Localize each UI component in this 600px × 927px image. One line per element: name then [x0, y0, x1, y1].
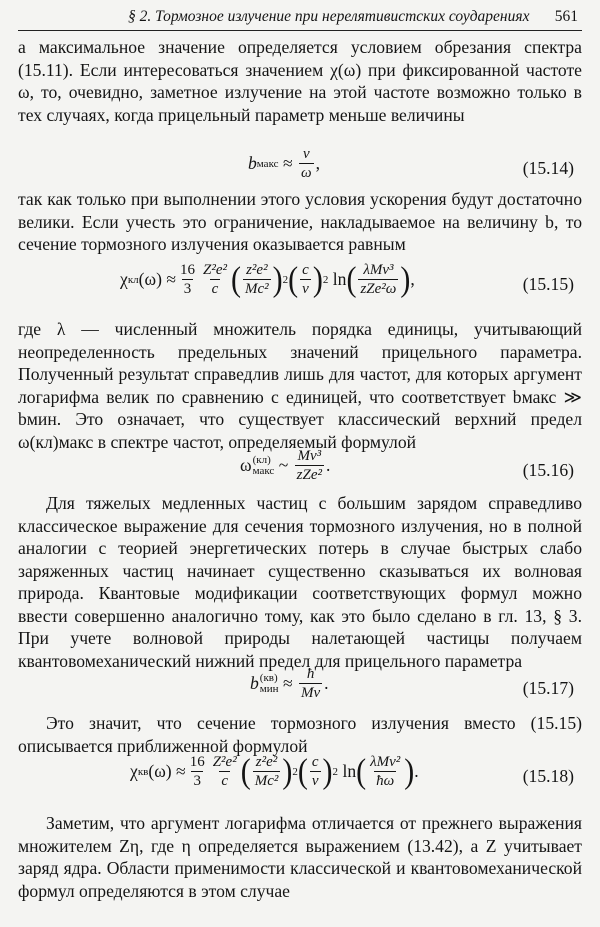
- equation-15-17: [18, 666, 582, 712]
- eq2-c2d: c: [211, 281, 219, 297]
- paragraph-3: где λ — численный множитель порядка единицы, учитывающий неопределенность предельных значений прицельного параметра. Полученный результат справедлив лишь для частот, для которых аргумент логарифма велик по сравнению с единицей, что соответствует bмакс ≫ bмин. Это означает, что существует классический верхний предел ω(кл)макс в спектре частот, определяемый формулой: [18, 319, 582, 452]
- eq2-c5d: zZe²ω: [360, 281, 397, 297]
- eq2-tail: ,: [410, 269, 415, 289]
- eq4-den: Mv: [301, 685, 321, 701]
- eq2-c5n: λMv³: [363, 262, 394, 278]
- eq4-lhs: b: [250, 673, 259, 693]
- eq1-num: v: [302, 146, 310, 162]
- eq3-tail: .: [326, 455, 331, 475]
- eq5-lhs: χ: [130, 761, 138, 781]
- equation-15-15: χ кл (ω) ≈ $\frac{16}{3}$ $\frac{\text{Z²e²}}{c}$ ( $\frac{\text{z²e²}}{\text{Mc²}}$ ) 2 ( $\frac{c}{v}$ ) 2 ln ( $\frac{\text{λMv³}}{\text{zZe²ω}}$ ) , (15.15): [120, 259, 574, 298]
- paragraph-2: так как только при выполнении этого условия ускорения будут достаточно велики. Если учесть это ограничение, накладываемое на величину b, то сечение тормозного излучения оказывается равным: [18, 189, 582, 254]
- eq3-num: Mv³: [297, 448, 322, 464]
- eq1-lhs: b: [248, 153, 257, 173]
- eq2-arg: (ω) ≈: [138, 269, 177, 289]
- eq2-sub: кл: [127, 273, 139, 286]
- eq2-c1n: 16: [180, 262, 196, 278]
- equation-15-16: [18, 448, 582, 494]
- section-title: § 2. Тормозное излучение при нерелятивистских соударениях: [128, 8, 530, 25]
- eq5-c3d: Mc²: [254, 773, 279, 789]
- eq2-number: (15.15): [522, 274, 574, 294]
- eq5-c5n: λMv²: [370, 754, 401, 770]
- eq5-c3n: z²e²: [255, 754, 278, 770]
- eq3-sub: макс: [252, 464, 275, 477]
- running-header: [18, 6, 582, 31]
- eq4-num: ħ: [306, 666, 315, 682]
- eq2-c4n: c: [302, 262, 309, 278]
- eq1-number: (15.14): [522, 158, 574, 178]
- eq5-tail: .: [414, 761, 419, 781]
- paragraph-5: Это значит, что сечение тормозного излучения вместо (15.15) описывается приближенной формулой: [18, 713, 582, 756]
- eq2-c1d: 3: [183, 281, 192, 297]
- eq4-sub: мин: [259, 682, 279, 695]
- eq2-c2n: Z²e²: [203, 262, 228, 278]
- eq5-c1d: 3: [193, 773, 201, 789]
- eq5-c5d: ħω: [376, 773, 395, 789]
- eq1-den: ω: [301, 165, 312, 181]
- eq5-sub: кв: [137, 765, 149, 778]
- eq4-sup: (кв): [259, 671, 278, 684]
- eq5-c4n: c: [311, 754, 319, 770]
- eq2-c3n: z²e²: [246, 262, 268, 278]
- page-number: 561: [554, 8, 578, 25]
- equation-15-18: χ кв (ω) ≈ $\frac{16}{3}$ $\frac{\text{Z²e²}}{c}$ ( $\frac{\text{z²e²}}{\text{Mc²}}$ ) 2 ( $\frac{c}{v}$ ) 2 ln ( $\frac{\text{λMv²}}{ħ\omega}$ ) . (15.18): [130, 751, 574, 790]
- eq5-number: (15.18): [522, 766, 574, 786]
- eq1-tail: ,: [315, 153, 320, 173]
- eq5-c4d: v: [311, 773, 319, 789]
- eq4-rel: ≈: [282, 673, 293, 693]
- paragraph-4: Для тяжелых медленных частиц с большим зарядом справедливо классическое выражение для сечения тормозного излучения, но в полной аналогии с теорией энергетических потерь в случае быстрых слабо заряженных частиц начинает существенно сказываться их волновая природа. Квантовые модификации соответствующих формул можно ввести совершенно аналогично тому, как это было сделано в гл. 13, § 3. При учете волновой природы налетающей частицы получаем квантовомеханический нижний предел для прицельного параметра: [18, 493, 582, 671]
- eq4-tail: .: [324, 673, 329, 693]
- eq2-c4d: v: [302, 281, 309, 297]
- eq2-log: ln: [332, 269, 347, 289]
- eq1-rel: ≈: [282, 153, 293, 173]
- paragraph-6: Заметим, что аргумент логарифма отличается от прежнего выражения множителем Zη, где η определяется выражением (13.42), а Z учитывает заряд ядра. Области применимости классической и квантовомеханической формул определяются в этом случае: [18, 813, 582, 901]
- eq3-number: (15.16): [522, 460, 574, 480]
- eq3-lhs: ω: [240, 455, 252, 475]
- eq5-c1n: 16: [189, 754, 205, 770]
- eq2-lhs: χ: [120, 269, 128, 289]
- eq2-c3d: Mc²: [245, 281, 269, 297]
- eq4-number: (15.17): [522, 678, 574, 698]
- equation-15-14: [18, 146, 582, 192]
- paragraph-1: а максимальное значение определяется условием обрезания спектра (15.11). Если интересоваться значением χ(ω) при фиксированной частоте ω, то, очевидно, заметное излучение на этой частоте возможно только в тех случаях, когда прицельный параметр меньше величины: [18, 37, 582, 125]
- eq3-sup: (кл): [252, 453, 271, 466]
- eq3-den: zZe²: [296, 467, 323, 483]
- eq5-c2d: c: [221, 773, 229, 789]
- eq1-sub: макс: [256, 157, 279, 170]
- eq5-c2n: Z²e²: [212, 754, 237, 770]
- eq5-log: ln: [342, 761, 357, 781]
- eq3-rel: ~: [278, 455, 289, 475]
- eq5-arg: (ω) ≈: [148, 761, 186, 781]
